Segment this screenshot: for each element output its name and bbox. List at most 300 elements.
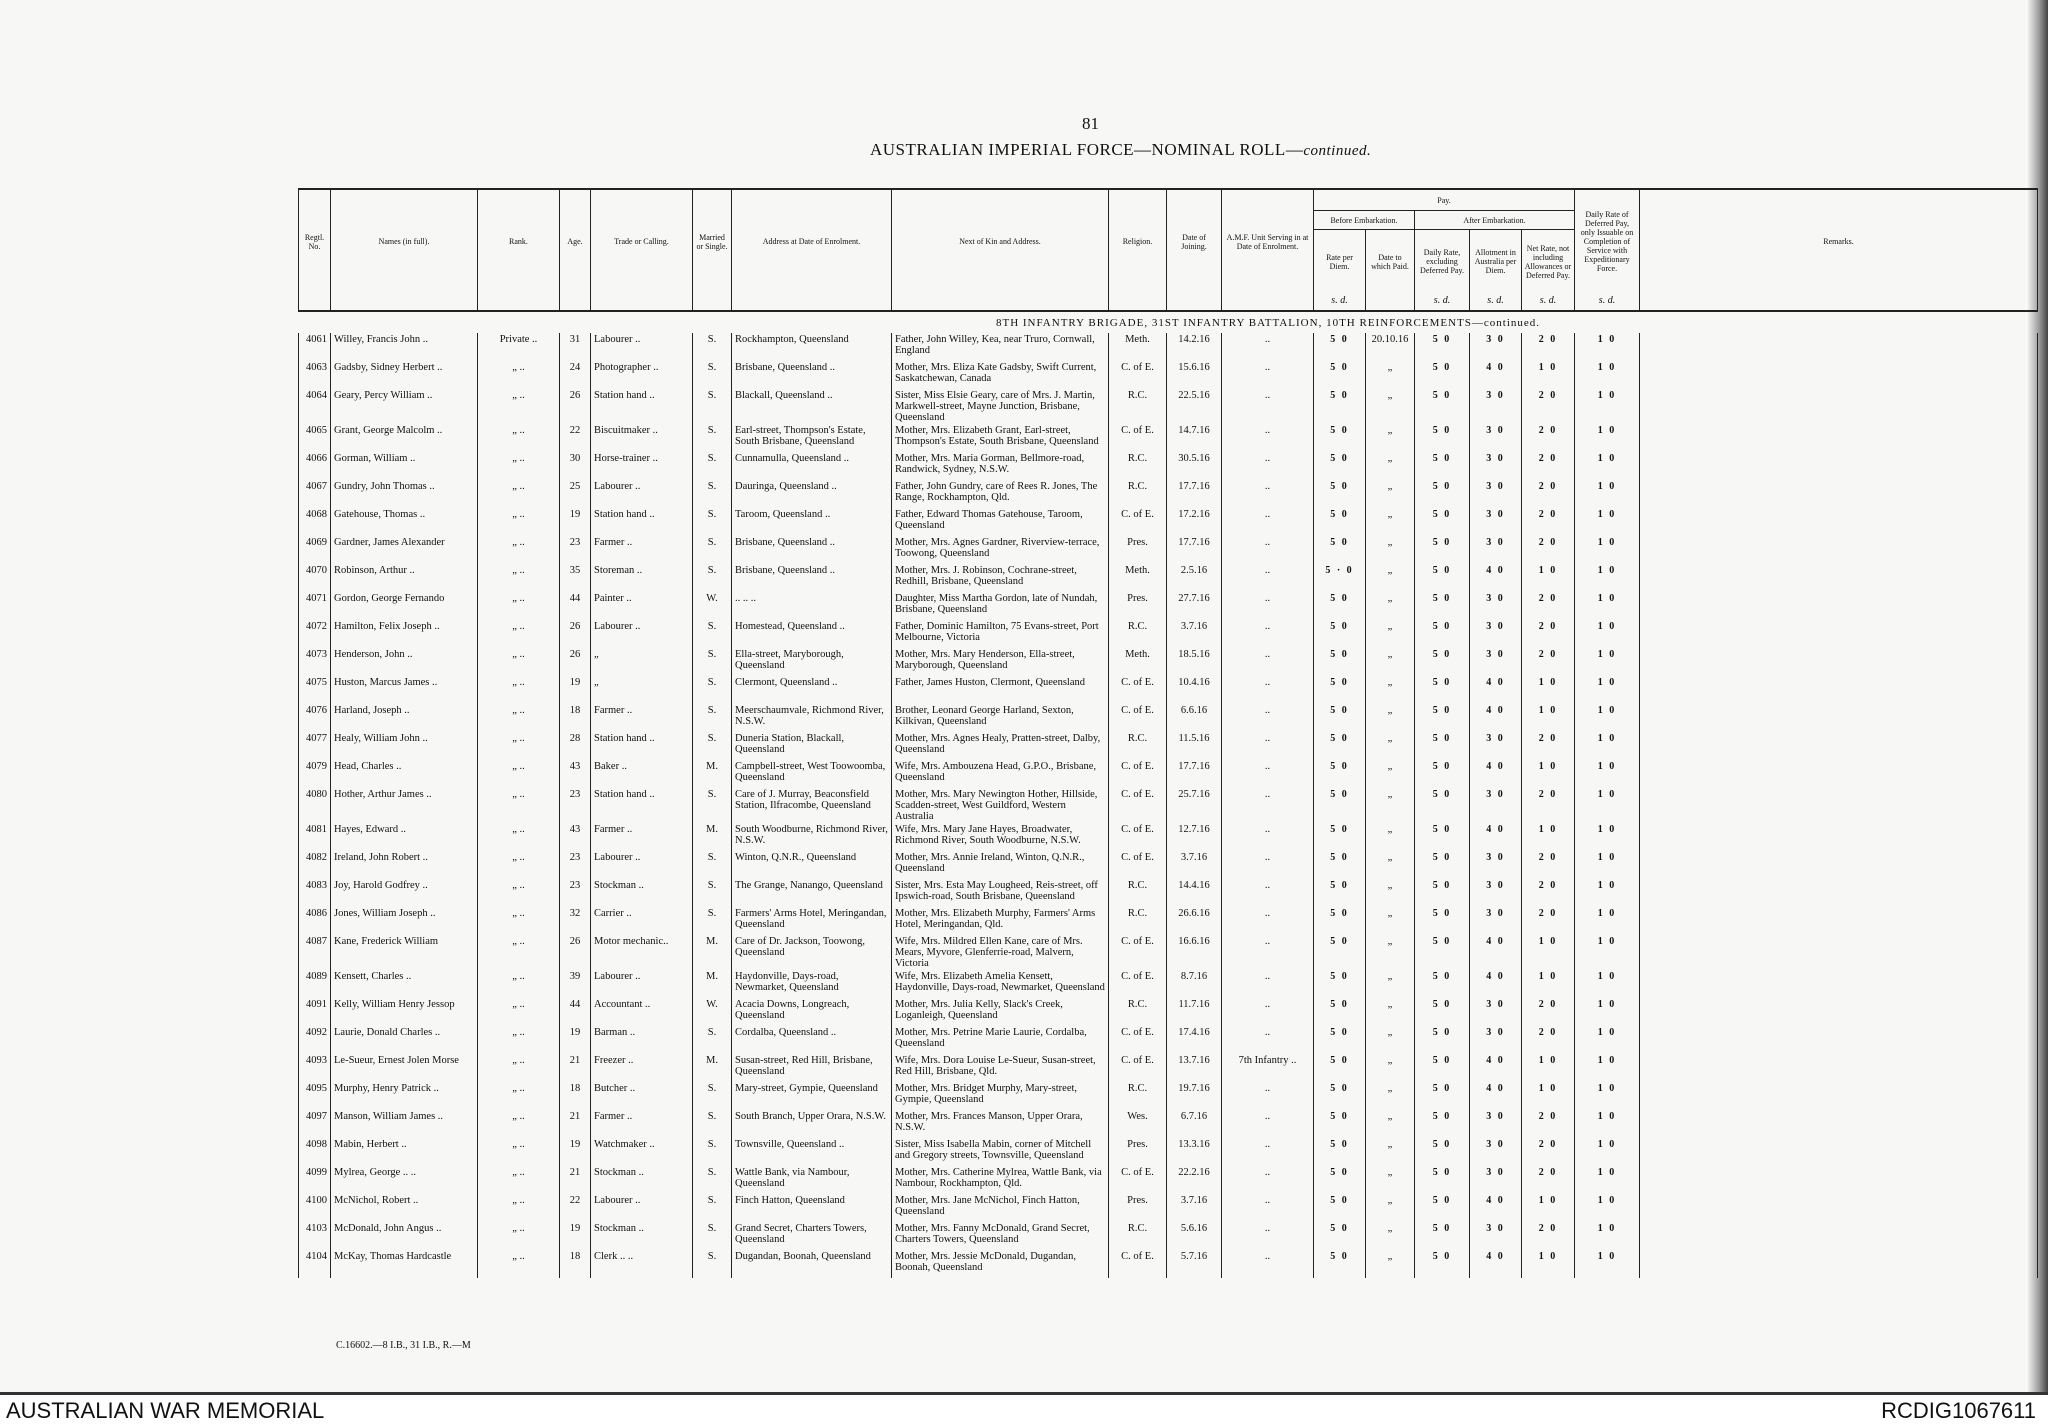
date-joined-cell: 12.7.16: [1167, 823, 1222, 851]
trade-cell: Labourer ..: [591, 851, 693, 879]
religion-cell: C. of E.: [1109, 676, 1167, 704]
religion-cell: C. of E.: [1109, 760, 1167, 788]
amf-unit-cell: ..: [1222, 333, 1314, 361]
religion-cell: C. of E.: [1109, 424, 1167, 452]
rank-cell: „ ..: [478, 1026, 560, 1054]
deferred-rate-cell: 1 0: [1575, 536, 1640, 564]
roll-entry: [299, 424, 2038, 452]
next-of-kin-cell: Father, John Willey, Kea, near Truro, Cornwall, England: [892, 333, 1109, 361]
allotment-cell: 3 0: [1470, 879, 1522, 907]
next-of-kin-cell: Mother, Mrs. Elizabeth Murphy, Farmers' Arms Hotel, Meringandan, Qld.: [892, 907, 1109, 935]
age-cell: 26: [560, 620, 591, 648]
allotment-cell: 4 0: [1470, 564, 1522, 592]
net-rate-cell: 1 0: [1522, 564, 1575, 592]
soldier-name-cell: Kensett, Charles ..: [331, 970, 478, 998]
age-cell: 26: [560, 935, 591, 970]
rank-cell: „ ..: [478, 676, 560, 704]
net-rate-cell: 1 0: [1522, 361, 1575, 389]
rank-cell: „ ..: [478, 1166, 560, 1194]
date-paid-cell: „: [1366, 998, 1415, 1026]
roll-entry: [299, 508, 2038, 536]
remarks-cell: [1640, 1166, 2038, 1194]
title-suffix: continued.: [1303, 143, 1372, 159]
next-of-kin-cell: Mother, Mrs. Jane McNichol, Finch Hatton, Queensland: [892, 1194, 1109, 1222]
date-joined-cell: 5.6.16: [1167, 1222, 1222, 1250]
regtl-no-cell: 4086: [299, 907, 331, 935]
deferred-rate-cell: 1 0: [1575, 851, 1640, 879]
next-of-kin-cell: Mother, Mrs. Frances Manson, Upper Orara, N.S.W.: [892, 1110, 1109, 1138]
enrolment-address-cell: Blackall, Queensland ..: [732, 389, 892, 424]
net-rate-cell: 2 0: [1522, 1138, 1575, 1166]
roll-entry: [299, 592, 2038, 620]
date-joined-cell: 11.5.16: [1167, 732, 1222, 760]
roll-entry: [299, 907, 2038, 935]
trade-cell: Station hand ..: [591, 508, 693, 536]
soldier-name-cell: Geary, Percy William ..: [331, 389, 478, 424]
header-after-embarkation: After Embarkation.: [1415, 211, 1575, 230]
header-age: Age.: [560, 189, 591, 294]
marital-status-cell: S.: [693, 1082, 732, 1110]
remarks-cell: [1640, 620, 2038, 648]
religion-cell: C. of E.: [1109, 823, 1167, 851]
soldier-name-cell: Hother, Arthur James ..: [331, 788, 478, 823]
daily-rate-cell: 5 0: [1415, 788, 1470, 823]
trade-cell: Station hand ..: [591, 788, 693, 823]
amf-unit-cell: ..: [1222, 788, 1314, 823]
date-joined-cell: 15.6.16: [1167, 361, 1222, 389]
header-trade: Trade or Calling.: [591, 189, 693, 294]
next-of-kin-cell: Mother, Mrs. Annie Ireland, Winton, Q.N.R., Queensland: [892, 851, 1109, 879]
remarks-cell: [1640, 676, 2038, 704]
date-paid-cell: „: [1366, 760, 1415, 788]
date-paid-cell: „: [1366, 970, 1415, 998]
date-paid-cell: „: [1366, 907, 1415, 935]
regtl-no-cell: 4071: [299, 592, 331, 620]
soldier-name-cell: Laurie, Donald Charles ..: [331, 1026, 478, 1054]
date-paid-cell: „: [1366, 536, 1415, 564]
daily-rate-cell: 5 0: [1415, 592, 1470, 620]
enrolment-address-cell: Earl-street, Thompson's Estate, South Brisbane, Queensland: [732, 424, 892, 452]
header-married: Married or Single.: [693, 189, 732, 294]
net-rate-cell: 2 0: [1522, 1110, 1575, 1138]
trade-cell: Storeman ..: [591, 564, 693, 592]
trade-cell: Stockman ..: [591, 1222, 693, 1250]
allotment-cell: 4 0: [1470, 1082, 1522, 1110]
rank-cell: „ ..: [478, 361, 560, 389]
enrolment-address-cell: The Grange, Nanango, Queensland: [732, 879, 892, 907]
net-rate-cell: 2 0: [1522, 1166, 1575, 1194]
deferred-rate-cell: 1 0: [1575, 1222, 1640, 1250]
soldier-name-cell: Head, Charles ..: [331, 760, 478, 788]
religion-cell: C. of E.: [1109, 704, 1167, 732]
age-cell: 28: [560, 732, 591, 760]
marital-status-cell: S.: [693, 1110, 732, 1138]
roll-entry: [299, 851, 2038, 879]
next-of-kin-cell: Daughter, Miss Martha Gordon, late of Nundah, Brisbane, Queensland: [892, 592, 1109, 620]
allotment-cell: 3 0: [1470, 788, 1522, 823]
rate-per-diem-cell: 5 0: [1314, 648, 1366, 676]
rank-cell: „ ..: [478, 1082, 560, 1110]
allotment-cell: 4 0: [1470, 1194, 1522, 1222]
header-date-paid: Date to which Paid.: [1366, 230, 1415, 294]
marital-status-cell: S.: [693, 676, 732, 704]
trade-cell: Farmer ..: [591, 823, 693, 851]
age-cell: 21: [560, 1166, 591, 1194]
trade-cell: Carrier ..: [591, 907, 693, 935]
next-of-kin-cell: Mother, Mrs. Agnes Healy, Pratten-street, Dalby, Queensland: [892, 732, 1109, 760]
daily-rate-cell: 5 0: [1415, 732, 1470, 760]
unit-label: s. d.: [1470, 294, 1522, 311]
deferred-rate-cell: 1 0: [1575, 935, 1640, 970]
rank-cell: „ ..: [478, 508, 560, 536]
date-joined-cell: 22.2.16: [1167, 1166, 1222, 1194]
religion-cell: C. of E.: [1109, 1054, 1167, 1082]
rank-cell: „ ..: [478, 970, 560, 998]
enrolment-address-cell: Susan-street, Red Hill, Brisbane, Queensland: [732, 1054, 892, 1082]
roll-entry: [299, 1138, 2038, 1166]
marital-status-cell: S.: [693, 333, 732, 361]
rate-per-diem-cell: 5 0: [1314, 935, 1366, 970]
rank-cell: „ ..: [478, 1194, 560, 1222]
rate-per-diem-cell: 5 0: [1314, 970, 1366, 998]
marital-status-cell: S.: [693, 732, 732, 760]
trade-cell: Photographer ..: [591, 361, 693, 389]
remarks-cell: [1640, 1110, 2038, 1138]
age-cell: 44: [560, 592, 591, 620]
roll-entry: [299, 1250, 2038, 1278]
deferred-rate-cell: 1 0: [1575, 648, 1640, 676]
marital-status-cell: S.: [693, 879, 732, 907]
header-religion: Religion.: [1109, 189, 1167, 294]
next-of-kin-cell: Brother, Leonard George Harland, Sexton, Kilkivan, Queensland: [892, 704, 1109, 732]
next-of-kin-cell: Mother, Mrs. Bridget Murphy, Mary-street, Gympie, Queensland: [892, 1082, 1109, 1110]
date-paid-cell: „: [1366, 1138, 1415, 1166]
daily-rate-cell: 5 0: [1415, 823, 1470, 851]
religion-cell: Pres.: [1109, 536, 1167, 564]
date-joined-cell: 17.2.16: [1167, 508, 1222, 536]
date-joined-cell: 5.7.16: [1167, 1250, 1222, 1278]
amf-unit-cell: ..: [1222, 1250, 1314, 1278]
trade-cell: Watchmaker ..: [591, 1138, 693, 1166]
daily-rate-cell: 5 0: [1415, 1222, 1470, 1250]
age-cell: 32: [560, 907, 591, 935]
age-cell: 23: [560, 851, 591, 879]
remarks-cell: [1640, 452, 2038, 480]
daily-rate-cell: 5 0: [1415, 361, 1470, 389]
deferred-rate-cell: 1 0: [1575, 1054, 1640, 1082]
enrolment-address-cell: South Woodburne, Richmond River, N.S.W.: [732, 823, 892, 851]
next-of-kin-cell: Wife, Mrs. Elizabeth Amelia Kensett, Haydonville, Days-road, Newmarket, Queensland: [892, 970, 1109, 998]
marital-status-cell: S.: [693, 424, 732, 452]
header-daily-rate: Daily Rate, excluding Deferred Pay.: [1415, 230, 1470, 294]
rate-per-diem-cell: 5 0: [1314, 592, 1366, 620]
enrolment-address-cell: Ella-street, Maryborough, Queensland: [732, 648, 892, 676]
roll-entry: [299, 452, 2038, 480]
net-rate-cell: 2 0: [1522, 508, 1575, 536]
age-cell: 23: [560, 536, 591, 564]
amf-unit-cell: ..: [1222, 648, 1314, 676]
allotment-cell: 3 0: [1470, 1026, 1522, 1054]
net-rate-cell: 2 0: [1522, 333, 1575, 361]
soldier-name-cell: Huston, Marcus James ..: [331, 676, 478, 704]
rank-cell: „ ..: [478, 704, 560, 732]
daily-rate-cell: 5 0: [1415, 1250, 1470, 1278]
regtl-no-cell: 4079: [299, 760, 331, 788]
next-of-kin-cell: Sister, Miss Isabella Mabin, corner of Mitchell and Gregory streets, Townsville, Queensland: [892, 1138, 1109, 1166]
net-rate-cell: 2 0: [1522, 648, 1575, 676]
allotment-cell: 3 0: [1470, 851, 1522, 879]
soldier-name-cell: Mylrea, George .. ..: [331, 1166, 478, 1194]
rate-per-diem-cell: 5 0: [1314, 1054, 1366, 1082]
remarks-cell: [1640, 1082, 2038, 1110]
trade-cell: Farmer ..: [591, 704, 693, 732]
soldier-name-cell: Gatehouse, Thomas ..: [331, 508, 478, 536]
net-rate-cell: 2 0: [1522, 480, 1575, 508]
allotment-cell: 4 0: [1470, 676, 1522, 704]
rank-cell: „ ..: [478, 620, 560, 648]
roll-entry: [299, 1026, 2038, 1054]
trade-cell: Farmer ..: [591, 1110, 693, 1138]
daily-rate-cell: 5 0: [1415, 879, 1470, 907]
age-cell: 23: [560, 788, 591, 823]
rate-per-diem-cell: 5 0: [1314, 676, 1366, 704]
net-rate-cell: 2 0: [1522, 851, 1575, 879]
religion-cell: R.C.: [1109, 732, 1167, 760]
trade-cell: Labourer ..: [591, 1194, 693, 1222]
header-rate-per-diem: Rate per Diem.: [1314, 230, 1366, 294]
religion-cell: C. of E.: [1109, 788, 1167, 823]
nominal-roll-table: [298, 188, 2038, 1278]
regtl-no-cell: 4093: [299, 1054, 331, 1082]
daily-rate-cell: 5 0: [1415, 389, 1470, 424]
rank-cell: „ ..: [478, 648, 560, 676]
daily-rate-cell: 5 0: [1415, 760, 1470, 788]
archive-id: RCDIG1067611: [1881, 1398, 2036, 1423]
remarks-cell: [1640, 998, 2038, 1026]
enrolment-address-cell: Campbell-street, West Toowoomba, Queensland: [732, 760, 892, 788]
daily-rate-cell: 5 0: [1415, 1110, 1470, 1138]
daily-rate-cell: 5 0: [1415, 935, 1470, 970]
net-rate-cell: 1 0: [1522, 760, 1575, 788]
enrolment-address-cell: Homestead, Queensland ..: [732, 620, 892, 648]
remarks-cell: [1640, 823, 2038, 851]
religion-cell: Wes.: [1109, 1110, 1167, 1138]
marital-status-cell: S.: [693, 907, 732, 935]
soldier-name-cell: Grant, George Malcolm ..: [331, 424, 478, 452]
daily-rate-cell: 5 0: [1415, 998, 1470, 1026]
header-names: Names (in full).: [331, 189, 478, 294]
date-joined-cell: 14.7.16: [1167, 424, 1222, 452]
remarks-cell: [1640, 333, 2038, 361]
marital-status-cell: S.: [693, 620, 732, 648]
date-joined-cell: 2.5.16: [1167, 564, 1222, 592]
header-before-embarkation: Before Embarkation.: [1314, 211, 1415, 230]
amf-unit-cell: ..: [1222, 760, 1314, 788]
net-rate-cell: 1 0: [1522, 1082, 1575, 1110]
remarks-cell: [1640, 788, 2038, 823]
date-paid-cell: „: [1366, 788, 1415, 823]
date-paid-cell: „: [1366, 732, 1415, 760]
enrolment-address-cell: Brisbane, Queensland ..: [732, 536, 892, 564]
rate-per-diem-cell: 5 0: [1314, 333, 1366, 361]
rate-per-diem-cell: 5 0: [1314, 389, 1366, 424]
net-rate-cell: 2 0: [1522, 1026, 1575, 1054]
trade-cell: Clerk .. ..: [591, 1250, 693, 1278]
age-cell: 24: [560, 361, 591, 389]
religion-cell: C. of E.: [1109, 970, 1167, 998]
trade-cell: Freezer ..: [591, 1054, 693, 1082]
marital-status-cell: S.: [693, 1194, 732, 1222]
allotment-cell: 3 0: [1470, 424, 1522, 452]
soldier-name-cell: Ireland, John Robert ..: [331, 851, 478, 879]
regtl-no-cell: 4082: [299, 851, 331, 879]
rate-per-diem-cell: 5 0: [1314, 424, 1366, 452]
deferred-rate-cell: 1 0: [1575, 361, 1640, 389]
date-paid-cell: „: [1366, 704, 1415, 732]
allotment-cell: 4 0: [1470, 935, 1522, 970]
age-cell: 25: [560, 480, 591, 508]
next-of-kin-cell: Mother, Mrs. Mary Henderson, Ella-street, Maryborough, Queensland: [892, 648, 1109, 676]
marital-status-cell: S.: [693, 389, 732, 424]
daily-rate-cell: 5 0: [1415, 452, 1470, 480]
trade-cell: Labourer ..: [591, 333, 693, 361]
remarks-cell: [1640, 760, 2038, 788]
allotment-cell: 3 0: [1470, 620, 1522, 648]
religion-cell: Meth.: [1109, 333, 1167, 361]
marital-status-cell: M.: [693, 823, 732, 851]
rank-cell: „ ..: [478, 1250, 560, 1278]
age-cell: 19: [560, 1138, 591, 1166]
date-paid-cell: „: [1366, 676, 1415, 704]
next-of-kin-cell: Mother, Mrs. Julia Kelly, Slack's Creek, Loganleigh, Queensland: [892, 998, 1109, 1026]
trade-cell: Station hand ..: [591, 732, 693, 760]
age-cell: 21: [560, 1110, 591, 1138]
date-paid-cell: 20.10.16: [1366, 333, 1415, 361]
deferred-rate-cell: 1 0: [1575, 424, 1640, 452]
rate-per-diem-cell: 5 0: [1314, 1222, 1366, 1250]
amf-unit-cell: ..: [1222, 536, 1314, 564]
remarks-cell: [1640, 1026, 2038, 1054]
net-rate-cell: 1 0: [1522, 823, 1575, 851]
remarks-cell: [1640, 389, 2038, 424]
next-of-kin-cell: Mother, Mrs. Jessie McDonald, Dugandan, Boonah, Queensland: [892, 1250, 1109, 1278]
date-joined-cell: 22.5.16: [1167, 389, 1222, 424]
regtl-no-cell: 4099: [299, 1166, 331, 1194]
page-number: 81: [1082, 114, 1099, 133]
religion-cell: R.C.: [1109, 620, 1167, 648]
date-joined-cell: 6.7.16: [1167, 1110, 1222, 1138]
amf-unit-cell: ..: [1222, 851, 1314, 879]
date-joined-cell: 3.7.16: [1167, 620, 1222, 648]
remarks-cell: [1640, 1222, 2038, 1250]
marital-status-cell: S.: [693, 480, 732, 508]
net-rate-cell: 2 0: [1522, 592, 1575, 620]
remarks-cell: [1640, 424, 2038, 452]
marital-status-cell: S.: [693, 788, 732, 823]
soldier-name-cell: Willey, Francis John ..: [331, 333, 478, 361]
roll-entry: [299, 1054, 2038, 1082]
amf-unit-cell: ..: [1222, 676, 1314, 704]
header-amf-unit: A.M.F. Unit Serving in at Date of Enrolment.: [1222, 189, 1314, 294]
age-cell: 35: [560, 564, 591, 592]
deferred-rate-cell: 1 0: [1575, 480, 1640, 508]
soldier-name-cell: Robinson, Arthur ..: [331, 564, 478, 592]
net-rate-cell: 2 0: [1522, 788, 1575, 823]
rate-per-diem-cell: 5 0: [1314, 1194, 1366, 1222]
next-of-kin-cell: Wife, Mrs. Mildred Ellen Kane, care of Mrs. Mears, Myvore, Glenferrie-road, Malvern, Victoria: [892, 935, 1109, 970]
enrolment-address-cell: Care of Dr. Jackson, Toowong, Queensland: [732, 935, 892, 970]
marital-status-cell: S.: [693, 536, 732, 564]
net-rate-cell: 2 0: [1522, 452, 1575, 480]
amf-unit-cell: ..: [1222, 998, 1314, 1026]
soldier-name-cell: Hamilton, Felix Joseph ..: [331, 620, 478, 648]
allotment-cell: 3 0: [1470, 732, 1522, 760]
rank-cell: „ ..: [478, 480, 560, 508]
marital-status-cell: M.: [693, 970, 732, 998]
age-cell: 30: [560, 452, 591, 480]
header-net-rate: Net Rate, not including Allowances or Deferred Pay.: [1522, 230, 1575, 294]
remarks-cell: [1640, 1250, 2038, 1278]
allotment-cell: 3 0: [1470, 648, 1522, 676]
enrolment-address-cell: Meerschaumvale, Richmond River, N.S.W.: [732, 704, 892, 732]
trade-cell: Labourer ..: [591, 480, 693, 508]
date-paid-cell: „: [1366, 508, 1415, 536]
regtl-no-cell: 4076: [299, 704, 331, 732]
daily-rate-cell: 5 0: [1415, 648, 1470, 676]
allotment-cell: 3 0: [1470, 480, 1522, 508]
enrolment-address-cell: South Branch, Upper Orara, N.S.W.: [732, 1110, 892, 1138]
rank-cell: „ ..: [478, 823, 560, 851]
date-paid-cell: „: [1366, 1194, 1415, 1222]
soldier-name-cell: Kelly, William Henry Jessop: [331, 998, 478, 1026]
marital-status-cell: S.: [693, 1026, 732, 1054]
rate-per-diem-cell: 5 0: [1314, 823, 1366, 851]
soldier-name-cell: Harland, Joseph ..: [331, 704, 478, 732]
trade-cell: Barman ..: [591, 1026, 693, 1054]
remarks-cell: [1640, 592, 2038, 620]
date-paid-cell: „: [1366, 935, 1415, 970]
soldier-name-cell: Gordon, George Fernando: [331, 592, 478, 620]
unit-label: s. d.: [1314, 294, 1366, 311]
marital-status-cell: M.: [693, 1054, 732, 1082]
allotment-cell: 4 0: [1470, 760, 1522, 788]
roll-entry: [299, 648, 2038, 676]
rate-per-diem-cell: 5 0: [1314, 851, 1366, 879]
next-of-kin-cell: Mother, Mrs. Catherine Mylrea, Wattle Bank, via Nambour, Rockhampton, Qld.: [892, 1166, 1109, 1194]
age-cell: 43: [560, 760, 591, 788]
regtl-no-cell: 4083: [299, 879, 331, 907]
religion-cell: R.C.: [1109, 480, 1167, 508]
date-joined-cell: 27.7.16: [1167, 592, 1222, 620]
daily-rate-cell: 5 0: [1415, 676, 1470, 704]
net-rate-cell: 1 0: [1522, 676, 1575, 704]
trade-cell: „: [591, 648, 693, 676]
age-cell: 22: [560, 1194, 591, 1222]
rate-per-diem-cell: 5 0: [1314, 620, 1366, 648]
trade-cell: Accountant ..: [591, 998, 693, 1026]
age-cell: 19: [560, 1222, 591, 1250]
rank-cell: „ ..: [478, 732, 560, 760]
date-paid-cell: „: [1366, 1250, 1415, 1278]
roll-entry: [299, 1082, 2038, 1110]
header-allotment: Allotment in Australia per Diem.: [1470, 230, 1522, 294]
remarks-cell: [1640, 907, 2038, 935]
rank-cell: „ ..: [478, 1138, 560, 1166]
soldier-name-cell: Gundry, John Thomas ..: [331, 480, 478, 508]
deferred-rate-cell: 1 0: [1575, 389, 1640, 424]
roll-entry: [299, 704, 2038, 732]
rate-per-diem-cell: 5 0: [1314, 907, 1366, 935]
